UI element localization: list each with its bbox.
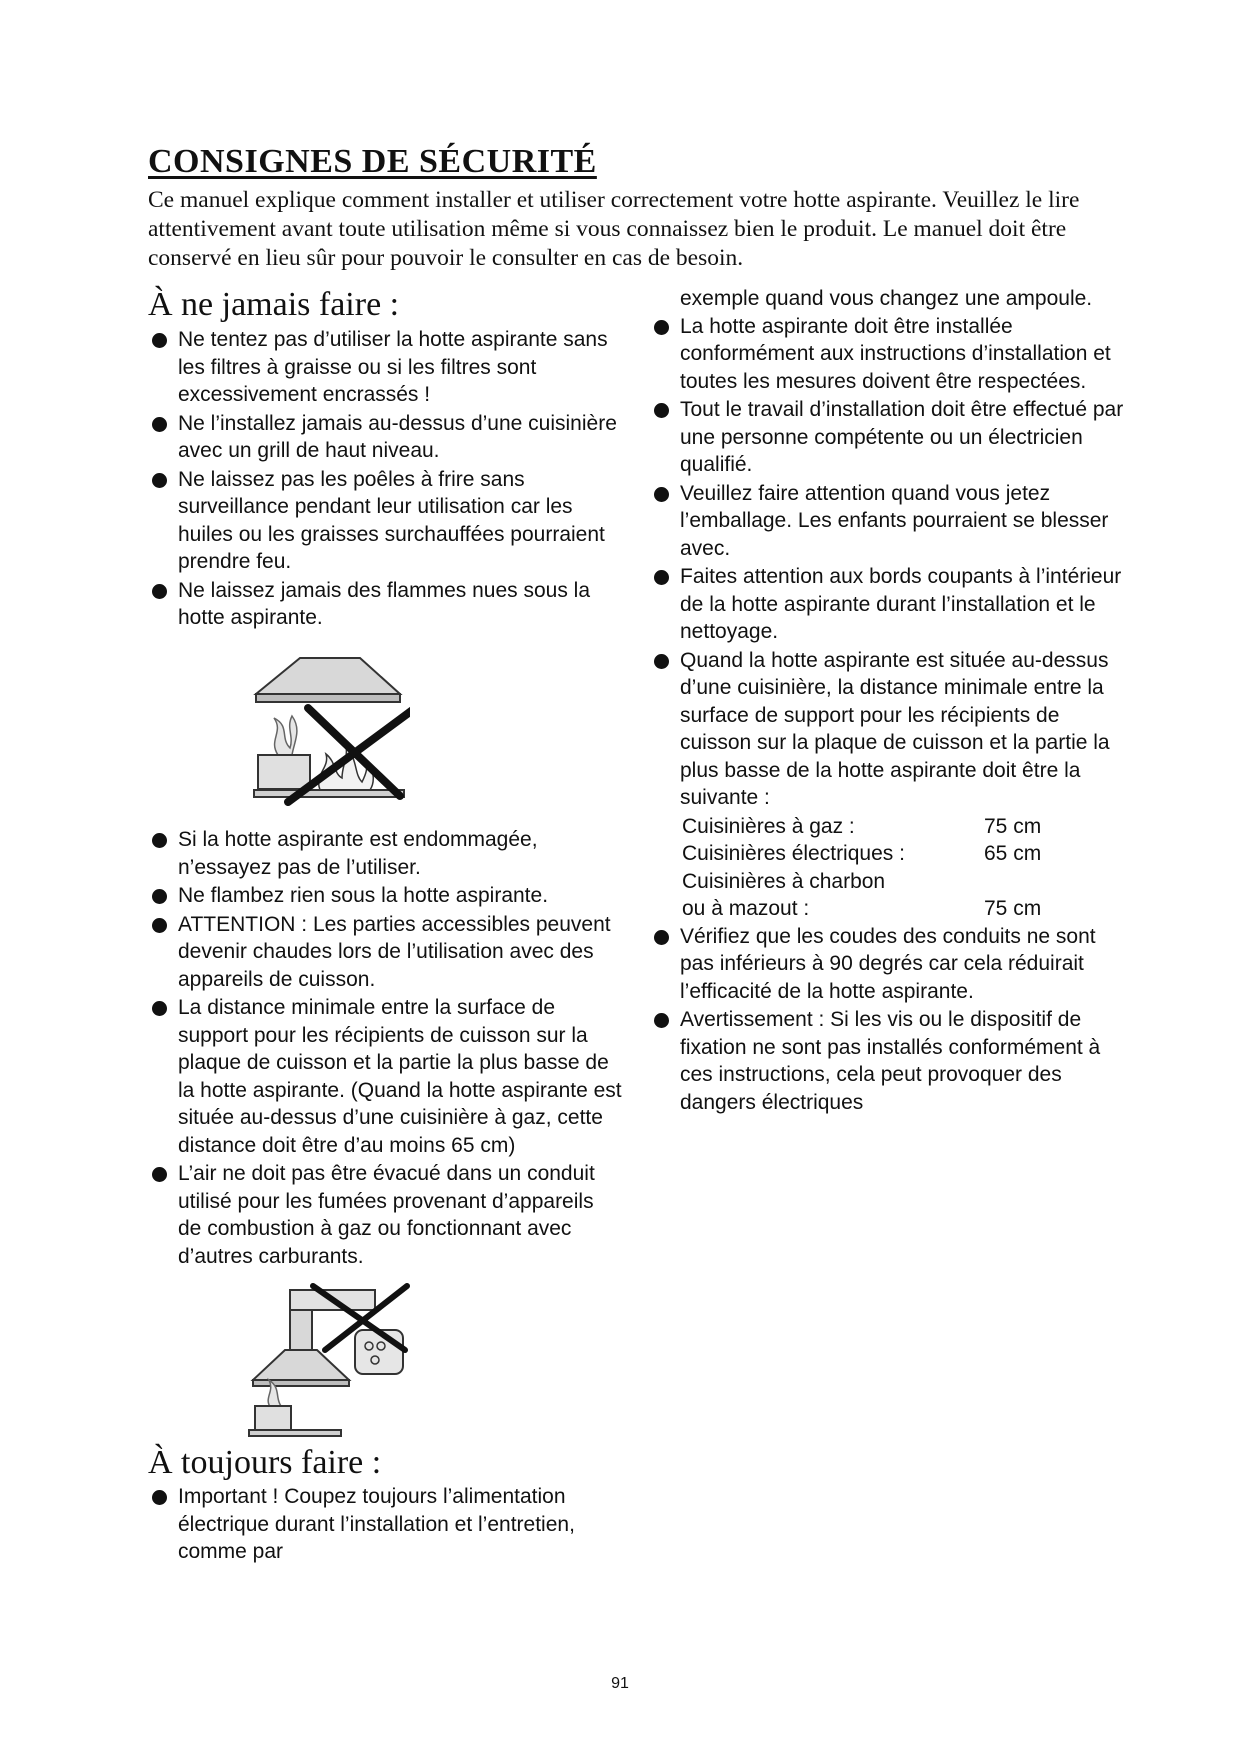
continued-text: exemple quand vous changez une ampoule. — [680, 287, 1093, 310]
list-item: ATTENTION : Les parties accessibles peuvent devenir chaudes lors de l’utilisation avec des appareils de cuisson. — [152, 911, 622, 994]
always-list-after — [654, 923, 1124, 1117]
page-title: CONSIGNES DE SÉCURITÉ — [148, 143, 597, 180]
page-number: 91 — [611, 1675, 629, 1692]
list-item: La distance minimale entre la surface de support pour les récipients de cuisson sur la plaque de cuisson et la partie la plus basse de la hotte aspirante. (Quand la hotte aspirante est située au-dessus d’une cuisinière à gaz, cette distance doit être d’au moins 65 cm) — [152, 994, 622, 1159]
list-item: Quand la hotte aspirante est située au-dessus d’une cuisinière, la distance minimale entre la surface de support pour les récipients de cuisson sur la plaque de cuisson et la partie la plus basse de la hotte aspirante doit être la suivante : — [654, 647, 1124, 812]
bullet-icon — [654, 403, 669, 418]
distance-table — [654, 813, 1124, 923]
bullet-icon — [152, 833, 167, 848]
cooktop-icon — [254, 790, 404, 797]
bullet-icon — [152, 473, 167, 488]
boiler-icon — [355, 1330, 403, 1374]
bullet-icon — [654, 487, 669, 502]
list-item: Important ! Coupez toujours l’alimentation électrique durant l’installation et l’entretien, comme par — [152, 1483, 622, 1566]
distance-row-coal: ou à mazout : 75 cm — [682, 897, 1042, 920]
steam-icon — [274, 716, 297, 755]
bullet-icon — [152, 333, 167, 348]
list-item: Faites attention aux bords coupants à l’intérieur de la hotte aspirante durant l’installation et le nettoyage. — [654, 563, 1124, 646]
bullet-icon — [152, 417, 167, 432]
bullet-icon — [152, 1490, 167, 1505]
bullet-icon — [654, 320, 669, 335]
list-item: Vérifiez que les coudes des conduits ne sont pas inférieurs à 90 degrés car cela réduirait l’efficacité de la hotte aspirante. — [654, 923, 1124, 1006]
list-item: Avertissement : Si les vis ou le dispositif de fixation ne sont pas installés conformément à ces instructions, cela peut provoquer des dangers électriques — [654, 1006, 1124, 1116]
bullet-icon — [654, 930, 669, 945]
always-list-right — [654, 285, 1124, 1117]
list-item: Ne laissez pas les poêles à frire sans surveillance pendant leur utilisation car les huiles ou les graisses surchauffées pourraient prendre feu. — [152, 466, 622, 576]
list-item: La hotte aspirante doit être installée conformément aux instructions d’installation et toutes les mesures doivent être respectées. — [654, 313, 1124, 396]
pan-icon — [255, 1406, 291, 1430]
cooktop-icon — [249, 1430, 341, 1436]
list-item: Si la hotte aspirante est endommagée, n’essayez pas de l’utiliser. — [152, 826, 622, 881]
distance-row-gas: Cuisinières à gaz : 75 cm — [682, 814, 1042, 838]
bullet-icon — [152, 889, 167, 904]
list-item: Ne tentez pas d’utiliser la hotte aspirante sans les filtres à graisse ou si les filtres sont excessivement encrassés ! — [152, 326, 622, 409]
bullet-icon — [654, 570, 669, 585]
list-item: Ne l’installez jamais au-dessus d’une cuisinière avec un grill de haut niveau. — [152, 410, 622, 465]
distance-row-electric: Cuisinières électriques : 65 cm — [682, 842, 1042, 865]
list-item: L’air ne doit pas être évacué dans un conduit utilisé pour les fumées provenant d’appareils de combustion à gaz ou fonctionnant avec d’autres carburants. — [152, 1160, 622, 1270]
bullet-icon — [152, 1001, 167, 1016]
never-list-b — [152, 826, 622, 1271]
hood-icon — [256, 658, 400, 694]
bullet-icon — [654, 1013, 669, 1028]
list-item: Ne laissez jamais des flammes nues sous la hotte aspirante. — [152, 577, 622, 632]
never-heading: À ne jamais faire : — [148, 286, 400, 323]
hood-icon — [253, 1350, 349, 1380]
bullet-icon — [152, 584, 167, 599]
always-heading: À toujours faire : — [148, 1444, 382, 1481]
always-list-start — [152, 1483, 622, 1567]
pan-icon — [258, 755, 310, 789]
no-shared-flue-illustration — [245, 1280, 415, 1440]
always-list — [654, 313, 1124, 812]
list-item: Ne flambez rien sous la hotte aspirante. — [152, 882, 622, 910]
bullet-icon — [152, 918, 167, 933]
bullet-icon — [654, 654, 669, 669]
bullet-icon — [152, 1167, 167, 1182]
distance-row-coal-label: Cuisinières à charbon — [682, 869, 886, 893]
list-item: Veuillez faire attention quand vous jetez l’emballage. Les enfants pourraient se blesser avec. — [654, 480, 1124, 563]
list-item: Tout le travail d’installation doit être effectué par une personne compétente ou un électricien qualifié. — [654, 396, 1124, 479]
duct-icon — [290, 1310, 312, 1350]
intro-paragraph: Ce manuel explique comment installer et utiliser correctement votre hotte aspirante. Veuillez le lire attentivement avant toute utilisation même si vous connaissez bien le produit. Le manuel doit être conservé en lieu sûr pour pouvoir le consulter en cas de besoin. — [148, 187, 1080, 271]
never-list-a — [152, 326, 622, 633]
no-flames-illustration — [250, 650, 410, 810]
